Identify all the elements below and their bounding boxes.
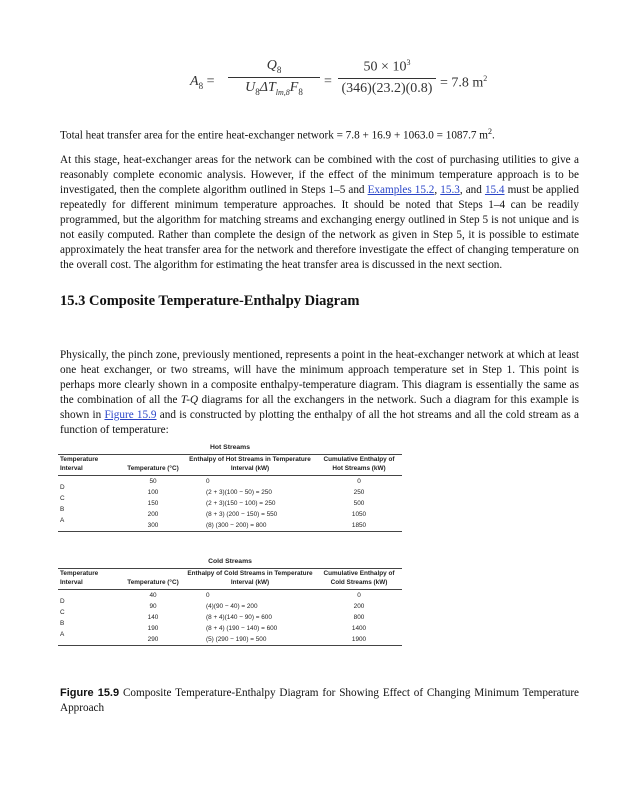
hot-streams-table [58, 444, 402, 532]
table-cell: B [60, 620, 65, 627]
paragraph-economic-analysis: At this stage, heat-exchanger areas for the network can be combined with the cost of purchasing utilities to give a reasonably complete economic analysis. However, if the effect of the minimum temperature approach is to be investigated, then the complete algorithm outlined in Steps 1–5 and Examples 15.2, 15.3, and 15.4 must be applied repeatedly for different minimum temperature approaches. It should be noted that Steps 1–4 can be readily programmed, but the algorithm for matching streams and exchanging energy outlined in Step 5 is not unique and is not easily computed. Rather than complete the design of the network as given in Step 5, it is possible to estimate approximately the heat transfer area for the network and therefore investigate the effect of changing temperature on the overall cost. The algorithm for estimating the heat transfer area is discussed in the next section. [60, 154, 579, 271]
section-heading: 15.3 Composite Temperature-Enthalpy Diagram [60, 293, 360, 309]
table-cell: 1400 [351, 625, 367, 632]
table-cell: 90 [149, 603, 157, 610]
total-area-line: Total heat transfer area for the entire heat-exchanger network = 7.8 + 16.9 + 1063.0 = 1087.7 $m^2$. [60, 127, 495, 142]
table-cell: 0 [357, 478, 361, 485]
table-cell: 0 [206, 592, 210, 599]
table-cell: 1850 [351, 522, 367, 529]
table-cell: (2 + 3)(100 − 50) = 250 [206, 489, 272, 496]
equation-fraction-1: $Q_8$ $U_8\Delta T_{lm,8}F_8$ [228, 58, 320, 97]
table-cell: 1050 [351, 511, 367, 518]
table-cell: C [60, 495, 65, 502]
table-cell: (8) (300 − 200) = 800 [206, 522, 267, 529]
table-cell: 200 [147, 511, 159, 518]
table-cell: (8 + 3) (200 − 150) = 550 [206, 511, 278, 518]
area-equation: $A_8$ = $Q_8$ $U_8\Delta T_{lm,8}F_8$ = $\frac{50 \times 10^3}{(346)(23.2)(0.8)}$ = 7.8 $m^2$ [190, 58, 488, 97]
table-cell: (4)(90 − 40) = 200 [206, 603, 258, 610]
table-cell: (8 + 4)(140 − 90) = 600 [206, 614, 272, 621]
table-cell: 500 [353, 500, 365, 507]
hot-header-enthalpy: Enthalpy of Hot Streams in Temperature Interval (kW) [184, 455, 316, 476]
cold-header-temperature: Temperature (°C) [122, 569, 184, 590]
hot-header-cumulative: Cumulative Enthalpy of Hot Streams (kW) [316, 455, 402, 476]
link-examples-15-2[interactable]: Examples 15.2 [367, 184, 435, 196]
table-cell [58, 471, 122, 483]
equation-lhs: $A_8$ = [190, 74, 215, 91]
figure-caption: Figure 15.9 Composite Temperature-Enthalpy Diagram for Showing Effect of Changing Minimum Temperature Approach [60, 687, 580, 714]
table-cell [58, 585, 122, 597]
cold-header-interval: Temperature Interval [58, 569, 122, 590]
table-cell: 150 [147, 500, 159, 507]
table-row [58, 520, 402, 531]
table-cell: 200 [353, 603, 365, 610]
cold-streams-table [58, 558, 402, 646]
table-cell: 140 [147, 614, 159, 621]
table-cell: (8 + 4) (190 − 140) = 600 [206, 625, 278, 632]
table-cell: 290 [147, 636, 159, 643]
table-cell: 800 [353, 614, 365, 621]
hot-streams-title: Hot Streams [209, 444, 251, 451]
cold-streams-title: Cold Streams [208, 558, 252, 565]
equation-fraction-2: $\frac{50 \times 10^3}{(346)(23.2)(0.8)}$ [338, 58, 436, 97]
table-cell: (5) (290 − 190) = 500 [206, 636, 267, 643]
table-cell: 190 [147, 625, 159, 632]
equation-result: = 7.8 $m^2$ [440, 74, 488, 91]
table-cell: A [60, 517, 65, 524]
table-cell: 40 [149, 592, 157, 599]
table-cell: 0 [206, 478, 210, 485]
table-cell: D [60, 484, 65, 491]
link-example-15-4[interactable]: 15.4 [484, 184, 505, 196]
table-cell: 1900 [351, 636, 367, 643]
hot-header-temperature: Temperature (°C) [122, 455, 184, 476]
table-cell: (2 + 3)(150 − 100) = 250 [206, 500, 276, 507]
link-example-15-3[interactable]: 15.3 [440, 184, 460, 196]
cold-header-cumulative: Cumulative Enthalpy of Cold Streams (kW) [316, 569, 402, 590]
paragraph-pinch-zone: Physically, the pinch zone, previously mentioned, represents a point in the heat-exchanger network at which at least one heat exchanger, or two streams, will have the minimum approach temperature set in Step 1. This point is perhaps more clearly shown in a composite enthalpy-temperature diagram. This diagram is essentially the same as the combination of all the T-Q diagrams for all the exchangers in the network. Such a diagram for this example is shown in Figure 15.9 and is constructed by plotting the enthalpy of all the hot streams and all the cold stream as a function of temperature: [60, 349, 579, 436]
table-cell: 300 [147, 522, 159, 529]
cold-header-enthalpy: Enthalpy of Cold Streams in Temperature Interval (kW) [184, 569, 316, 590]
table-cell: C [60, 609, 65, 616]
table-cell: D [60, 598, 65, 605]
link-figure-15-9[interactable]: Figure 15.9 [104, 409, 157, 421]
table-cell: 0 [357, 592, 361, 599]
table-cell: 50 [149, 478, 157, 485]
table-cell: 100 [147, 489, 159, 496]
table-cell: A [60, 631, 65, 638]
table-cell: B [60, 506, 65, 513]
table-row [58, 634, 402, 645]
hot-header-interval: Temperature Interval [58, 455, 122, 476]
table-cell: 250 [353, 489, 365, 496]
